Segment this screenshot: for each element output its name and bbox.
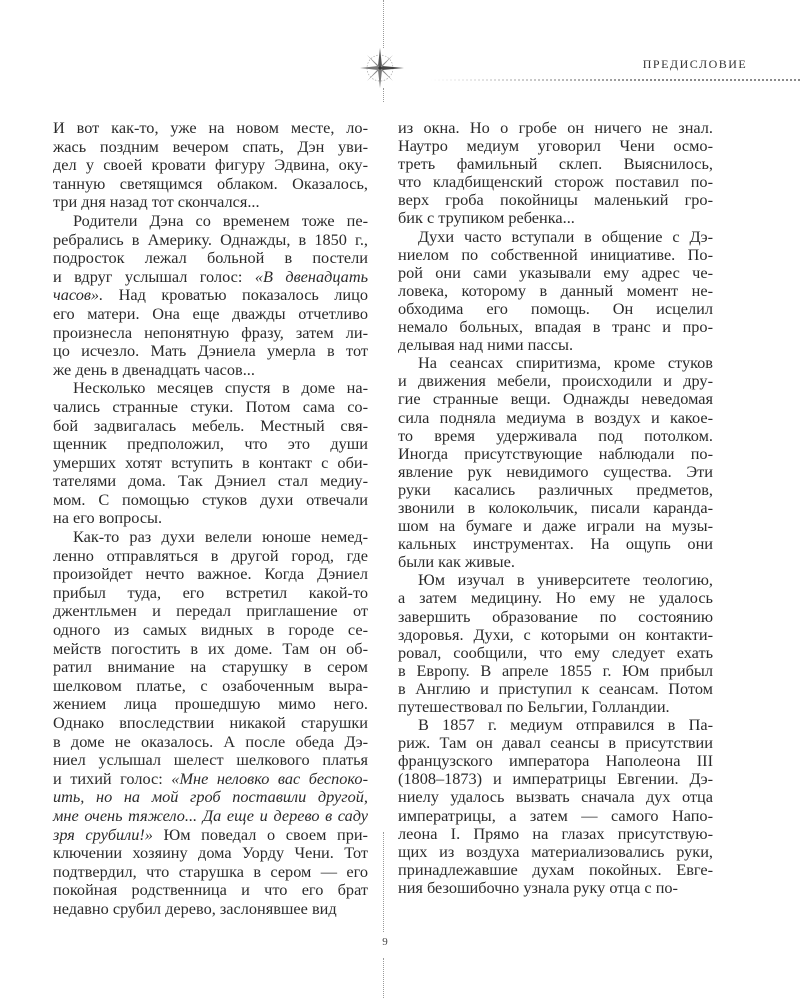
body-text: ратил внимание на старушку в сером (53, 657, 368, 677)
body-text: ребрались в Америку. Однажды, в 1850 г., (53, 229, 368, 249)
body-text: тателями дома. Так Дэниел стал медиу- (53, 471, 368, 491)
paragraph (53, 528, 368, 918)
body-text: и вдруг услышал голос: (53, 266, 255, 286)
body-text: же день в двенадцать часов... (53, 359, 255, 379)
body-text: бик с трупиком ребенка... (398, 208, 575, 228)
text-line (398, 535, 713, 553)
text-line (398, 264, 713, 282)
text-line (398, 246, 713, 264)
text-line (398, 608, 713, 626)
body-text: жась поздним вечером спать, Дэн уви- (53, 136, 368, 156)
text-line (53, 193, 368, 212)
body-text: Как-то раз духи велели юноше немед- (73, 527, 368, 547)
column-divider-top (383, 0, 384, 48)
body-text: чались странные стуки. Потом сама со- (53, 396, 368, 416)
text-line (53, 286, 368, 305)
text-line (53, 379, 368, 398)
text-line (53, 119, 368, 138)
body-text: руки касались различных предметов, (398, 479, 713, 499)
header-rule (430, 79, 800, 81)
body-text: в Англию и приступил к сеансам. Потом (398, 678, 713, 698)
text-line (53, 677, 368, 696)
body-text: немало больных, впадая в транс и про- (398, 317, 713, 337)
text-line (398, 770, 713, 788)
text-line (53, 417, 368, 436)
body-text: обходима его помощь. Он исцелил (398, 298, 713, 318)
body-text: делывая над ними пассы. (398, 335, 574, 355)
body-text: ровал, сообщили, что ему следует ехать (398, 642, 713, 662)
body-text: Над кроватью показалось лицо (103, 285, 368, 305)
body-text: недавно срубил дерево, заслонявшее вид (53, 898, 337, 918)
body-text: из окна. Но о гробе он ничего не знал. (398, 118, 713, 137)
text-line (53, 826, 368, 845)
text-line (398, 752, 713, 770)
body-text: что кладбищенский сторож поставил по- (398, 172, 713, 192)
text-line (53, 509, 368, 528)
body-text: щих из воздуха материализовались руки, (398, 841, 713, 861)
body-text: покойная родственница и что его брат (53, 880, 368, 900)
body-text: цо исчезло. Мать Дэниела умерла в тот (53, 341, 368, 361)
italic-quote-text: часов». (53, 285, 104, 305)
body-text: Наутро медиум уговорил Чени осмо- (398, 136, 713, 156)
text-line (53, 621, 368, 640)
body-text: Юм поведал о своем при- (152, 824, 368, 844)
text-line (398, 427, 713, 445)
body-text: одного из самых видных в городе се- (53, 620, 368, 640)
text-line (398, 626, 713, 644)
text-line (53, 584, 368, 603)
text-line (53, 249, 368, 268)
running-title: ПРЕДИСЛОВИЕ (642, 57, 748, 71)
body-text: (1808–1873) и императрицы Евгении. Дэ- (398, 769, 713, 789)
text-line (398, 644, 713, 662)
body-text: завершить образование по состоянию (398, 606, 713, 626)
body-text: На сеансах спиритизма, кроме стуков (418, 353, 713, 373)
body-text: сила подняла медиума в воздух и какое- (398, 407, 713, 427)
text-line (398, 209, 713, 227)
body-text: Родители Дэна со временем тоже пе- (73, 210, 368, 230)
body-text: умерших хотят вступить в контакт с оби- (53, 452, 368, 472)
text-line (53, 472, 368, 491)
text-line (398, 662, 713, 680)
italic-quote-text: «В двенадцать (254, 266, 368, 286)
text-line (398, 318, 713, 336)
text-line (53, 844, 368, 863)
text-line (398, 173, 713, 191)
body-text: риж. Там он давал сеансы в присутствии (398, 733, 713, 753)
text-line (53, 175, 368, 194)
body-text: шелковом платье, с озабоченным выра- (53, 675, 368, 695)
body-text: Духи часто вступали в общение с Дэ- (418, 226, 713, 246)
body-text: гие странные вещи. Однажды неведомая (398, 389, 713, 409)
text-line (53, 695, 368, 714)
text-column-right (398, 119, 713, 897)
text-line (53, 268, 368, 287)
text-line (398, 282, 713, 300)
text-line (398, 825, 713, 843)
paragraph (398, 119, 713, 228)
paragraph (398, 571, 713, 716)
paragraph (53, 379, 368, 528)
text-line (53, 658, 368, 677)
body-text: треть фамильный склеп. Выяснилось, (398, 154, 713, 174)
text-line (398, 300, 713, 318)
body-text: на его вопросы. (53, 508, 163, 528)
italic-quote-text: «Мне неловко вас беспоко- (171, 768, 368, 788)
text-line (398, 137, 713, 155)
text-line (53, 807, 368, 826)
paragraph (53, 119, 368, 212)
text-line (398, 191, 713, 209)
body-text: Юм изучал в университете теологию, (418, 570, 713, 590)
text-line (53, 751, 368, 770)
body-text: ленно отправляться в другой город, где (53, 545, 368, 565)
body-text: джентльмен и передал приглашение от (53, 601, 368, 621)
text-line (53, 528, 368, 547)
text-line (53, 156, 368, 175)
text-line (53, 361, 368, 380)
text-line (53, 398, 368, 417)
body-text: В 1857 г. медиум отправился в Па- (418, 715, 713, 735)
text-line (398, 517, 713, 535)
text-line (53, 770, 368, 789)
text-line (398, 336, 713, 354)
body-text: леона I. Прямо на глазах присутствую- (398, 823, 713, 843)
text-line (398, 698, 713, 716)
body-text: в доме не оказалось. А после обеда Дэ- (53, 731, 368, 751)
text-line (398, 879, 713, 897)
page-number: 9 (382, 936, 388, 948)
text-line (398, 807, 713, 825)
text-line (53, 900, 368, 919)
body-text: произнесла непонятную фразу, затем ли- (53, 322, 368, 342)
body-text: явление рук невидимого существа. Эти (398, 461, 713, 481)
body-text: и движения мебели, происходили и дру- (398, 371, 713, 391)
paragraph (53, 212, 368, 379)
body-text: кальных инструментах. На ощупь они (398, 534, 713, 554)
text-line (53, 547, 368, 566)
body-text: ловека, которому в данный момент не- (398, 280, 713, 300)
text-column-left (53, 119, 368, 919)
text-line (53, 435, 368, 454)
text-line (398, 716, 713, 734)
column-divider-foot (383, 958, 384, 998)
text-line (398, 119, 713, 137)
body-text: И вот как-то, уже на новом месте, ло- (53, 118, 368, 137)
text-line (398, 499, 713, 517)
body-text: звонили в колокольчик, писали каранда- (398, 497, 713, 517)
text-line (53, 231, 368, 250)
text-line (53, 733, 368, 752)
text-line (53, 305, 368, 324)
body-text: рой они сами указывали ему адрес че- (398, 262, 713, 282)
italic-quote-text: зря срубили!» (53, 824, 153, 844)
text-line (398, 734, 713, 752)
body-text: принадлежавшие духам покойных. Евге- (398, 859, 713, 879)
text-line (398, 843, 713, 861)
text-line (53, 863, 368, 882)
body-text: танную светящимся облаком. Оказалось, (53, 173, 368, 193)
body-text: ниелу удалось вызвать сначала дух отца (398, 787, 713, 807)
text-line (53, 138, 368, 157)
body-text: Однако впоследствии никакой старушки (53, 713, 368, 732)
text-line (53, 212, 368, 231)
body-text: подросток лежал больной в постели (53, 248, 368, 268)
body-text: мом. С помощью стуков духи отвечали (53, 489, 368, 509)
text-line (53, 454, 368, 473)
italic-quote-text: ить, но на мой гроб поставили другой, (53, 787, 368, 807)
body-text: и тихий голос: (53, 768, 172, 788)
text-line (398, 445, 713, 463)
body-text: шом на бумаге и даже играли на музы- (398, 516, 713, 536)
paragraph (398, 716, 713, 897)
text-line (53, 788, 368, 807)
text-line (53, 640, 368, 659)
body-text: его матери. Она еще дважды отчетливо (53, 303, 368, 323)
body-text: императрицы, а затем — самого Напо- (398, 805, 713, 825)
body-text: мейств погостить в их доме. Там он об- (53, 638, 368, 658)
body-text: в Европу. В апреле 1855 г. Юм прибыл (398, 660, 713, 680)
text-line (398, 788, 713, 806)
text-line (53, 602, 368, 621)
body-text: французского императора Наполеона III (398, 751, 713, 771)
body-text: ниел услышал шелест шелкового платья (53, 750, 368, 770)
column-divider-bottom (383, 832, 384, 932)
text-line (53, 881, 368, 900)
body-text: Несколько месяцев спустя в доме на- (73, 378, 368, 398)
body-text: ключении хозяину дома Уорду Чени. Тот (53, 843, 368, 863)
text-line (53, 342, 368, 361)
text-line (398, 390, 713, 408)
text-line (398, 589, 713, 607)
text-line (398, 680, 713, 698)
body-text: жением лица прошедшую мимо него. (53, 694, 368, 714)
text-line (398, 155, 713, 173)
italic-quote-text: мне очень тяжело... Да еще и дерево в саду (53, 805, 368, 825)
text-line (398, 354, 713, 372)
text-line (53, 565, 368, 584)
body-text: верх гроба покойницы маленький гро- (398, 190, 713, 210)
body-text: ния безошибочно узнала руку отца с по- (398, 877, 678, 897)
body-text: ниелом по собственной инициативе. По- (398, 244, 713, 264)
text-line (53, 714, 368, 733)
compass-rose-icon (356, 44, 404, 92)
paragraph (398, 228, 713, 355)
body-text: были как живые. (398, 552, 515, 572)
body-text: произойдет нечто важное. Когда Дэниел (53, 564, 368, 584)
text-line (53, 324, 368, 343)
body-text: путешествовал по Бельгии, Голландии. (398, 697, 670, 716)
body-text: дел у своей кровати фигуру Эдвина, оку- (53, 155, 368, 175)
body-text: бой задвигалась мебель. Местный свя- (53, 415, 368, 435)
text-line (398, 553, 713, 571)
body-text: здоровья. Духи, с которыми он контакти- (398, 624, 713, 644)
body-text: Иногда присутствующие наблюдали по- (398, 443, 713, 463)
body-text: щенник предположил, что это души (53, 434, 368, 454)
body-text: а затем медицину. Но ему не удалось (398, 588, 713, 608)
body-text: то время удерживала под потолком. (398, 425, 713, 445)
text-line (398, 228, 713, 246)
paragraph (398, 354, 713, 571)
text-line (398, 861, 713, 879)
body-text: прибыл туда, его встретил какой-то (53, 582, 368, 602)
text-line (398, 571, 713, 589)
body-text: три дня назад тот скончался... (53, 192, 260, 212)
text-line (398, 463, 713, 481)
text-line (398, 409, 713, 427)
text-line (53, 491, 368, 510)
text-line (398, 372, 713, 390)
body-text: подтвердил, что старушка в сером — его (53, 861, 368, 881)
text-line (398, 481, 713, 499)
